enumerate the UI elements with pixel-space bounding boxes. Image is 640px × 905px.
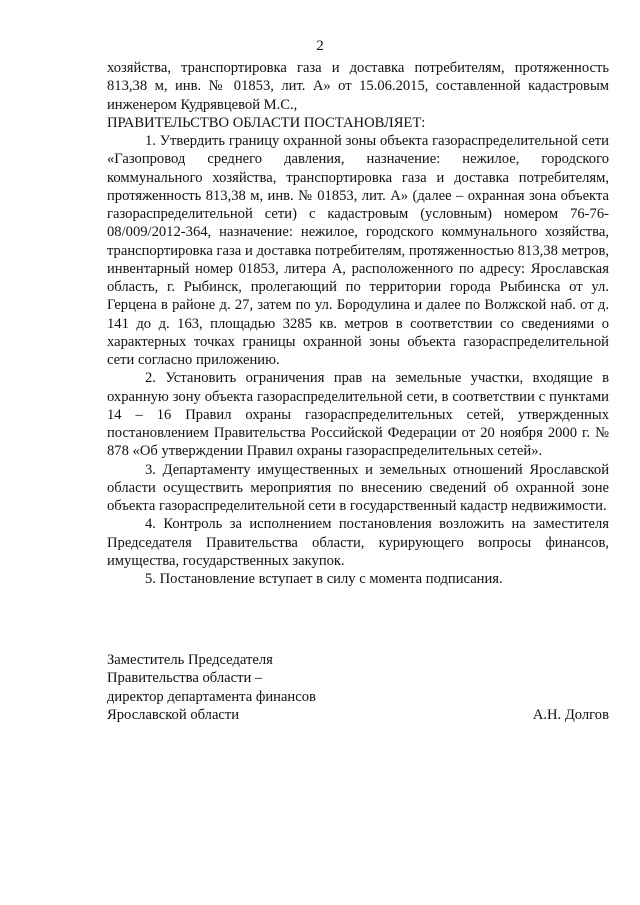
signature-block [107, 651, 609, 724]
page-number: 2 [316, 38, 324, 54]
paragraph-continuation: хозяйства, транспортировка газа и доставка потребителям, протяженность 813,38 м, инв. № 01853, лит. А» от 15.06.2015, составленной кадастровым инженером Кудрявцевой М.С., [107, 60, 609, 113]
paragraph-item-2: 2. Установить ограничения прав на земельные участки, входящие в охранную зону объекта газораспределительной сети, в соответствии с пунктами 14 – 16 Правил охраны газораспределительных сетей, утвержденных постановлением Правительства Российской Федерации от 20 ноября 2000 г. № 878 «Об утверждении Правил охраны газораспределительных сетей». [107, 370, 609, 460]
paragraph-item-4: 4. Контроль за исполнением постановления возложить на заместителя Председателя Правительства области, курирующего вопросы финансов, имущества, государственных закупок. [107, 516, 609, 569]
signature-title-line-4: Ярославской области [107, 706, 240, 723]
paragraph-item-1: 1. Утвердить границу охранной зоны объекта газораспределительной сети «Газопровод среднего давления, назначение: нежилое, городского коммунального хозяйства, транспортировка газа и доставка потребителям, протяженность 813,38 м, инв. № 01853, лит. А» (далее – охранная зона объекта газораспределительной сети) с кадастровым (условным) номером 76-76-08/009/2012-364, назначение: нежилое, городского коммунального хозяйства, транспортировка газа и доставка потребителям, протяженностью 813,38 метров, инвентарный номер 01853, литера А, расположенного по адресу: Ярославская область, г. Рыбинск, пролегающий по территории города Рыбинска от ул. Герцена в районе д. 27, затем по ул. Бородулина и далее по Волжской наб. от д. 141 до д. 163, площадью 3285 кв. метров в соответствии со сведениями о характерных точках границы охранной зоны объекта газораспределительной сети согласно приложению. [107, 133, 609, 368]
signature-title-line-1: Заместитель Председателя [107, 652, 273, 668]
signature-title-line-2: Правительства области – [107, 670, 263, 687]
decree-heading: ПРАВИТЕЛЬСТВО ОБЛАСТИ ПОСТАНОВЛЯЕТ: [107, 114, 426, 131]
signature-title-line-3: директор департамента финансов [107, 688, 316, 705]
document-body [107, 59, 609, 588]
signature-last-line [107, 706, 609, 724]
signatory-name: А.Н. Долгов [532, 706, 609, 723]
paragraph-item-5: 5. Постановление вступает в силу с момента подписания. [145, 571, 503, 587]
paragraph-item-3: 3. Департаменту имущественных и земельных отношений Ярославской области осуществить мероприятия по внесению сведений об охранной зоне объекта газораспределительной сети в государственный кадастр недвижимости. [107, 461, 609, 514]
